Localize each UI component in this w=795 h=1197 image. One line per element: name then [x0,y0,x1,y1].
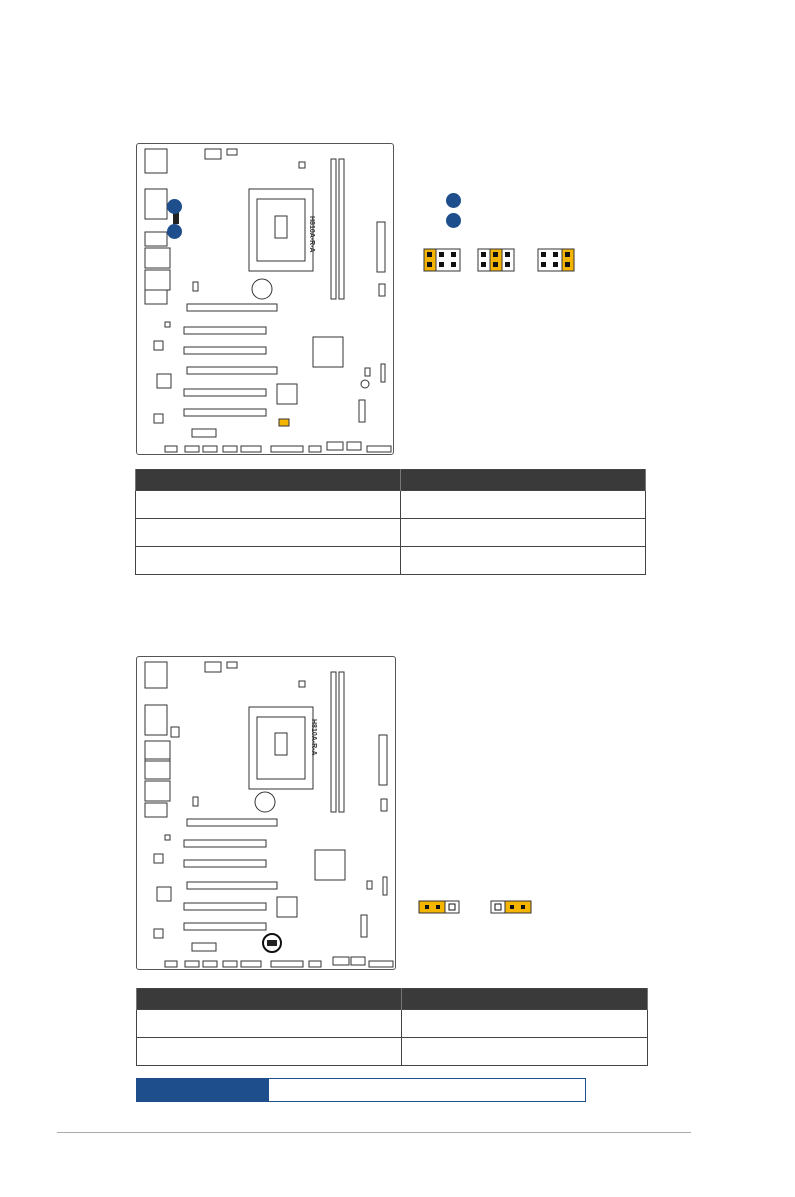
table-cell [401,519,646,547]
table-cell [136,547,401,575]
table-row [136,491,646,519]
callout-badge-1 [167,199,182,214]
motherboard-diagram-2 [136,656,396,970]
table-cell [136,519,401,547]
table-cell [401,547,646,575]
table-header-col2 [401,470,646,491]
table-header-col1 [137,989,402,1010]
table-row [137,1038,648,1066]
table-cell [137,1038,402,1066]
callout-badge-2 [167,224,182,239]
table-header-col2 [402,989,648,1010]
table-cell [401,491,646,519]
motherboard-layout-2 [137,657,395,969]
legend-badge-2 [446,213,461,228]
jumper-setting-2-icon [477,248,515,272]
legend-badge-1 [446,193,461,208]
jumper-setting-1-icon [423,248,461,272]
table-row [136,547,646,575]
board-model-label: H810A-R-A [308,216,315,253]
board-model-label: H810A-R-A [310,719,317,756]
table-header-col1 [136,470,401,491]
note-text [269,1079,585,1101]
footer-divider [57,1132,691,1133]
motherboard-layout-1 [137,144,393,454]
table-cell [137,1010,402,1038]
table-cell [136,491,401,519]
jumper-setting-3-icon [537,248,575,272]
table-row [136,519,646,547]
note-label [137,1079,269,1101]
jumper-setting-5-icon [490,900,532,914]
settings-table-2 [136,988,648,1066]
table-cell [402,1010,648,1038]
table-row [137,1010,648,1038]
motherboard-diagram-1 [136,143,394,455]
table-cell [402,1038,648,1066]
jumper-setting-4-icon [418,900,460,914]
settings-table-1 [135,469,646,575]
note-box [136,1078,586,1102]
